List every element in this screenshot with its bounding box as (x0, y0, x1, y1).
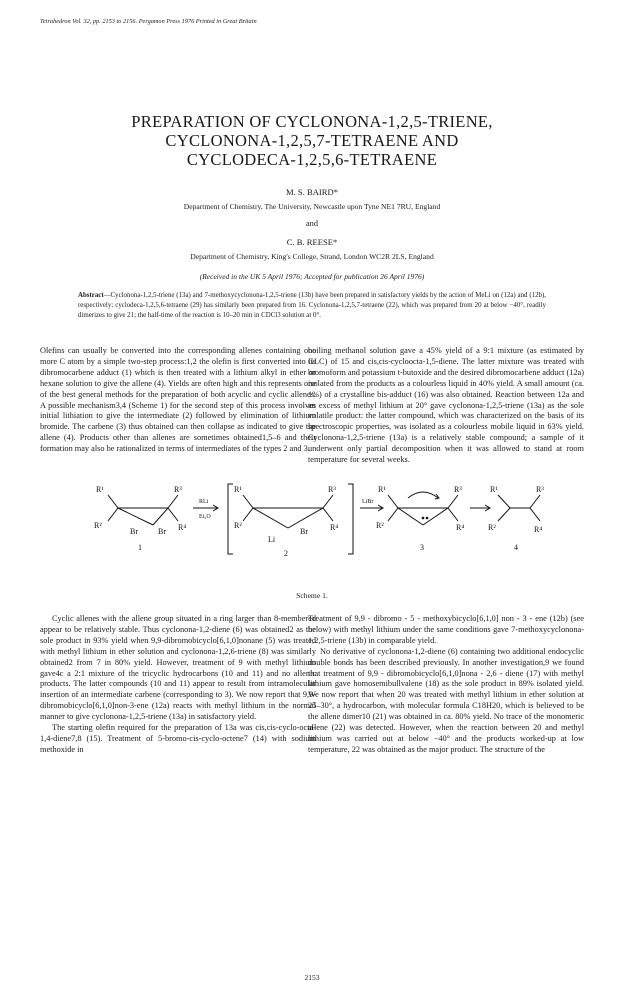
abstract-label: Abstract (78, 292, 104, 299)
r4-label-2: R⁴ (330, 523, 339, 532)
r2-label-2: R² (234, 521, 242, 530)
paragraph: The starting olefin required for the preparation of 13a was cis,cis-cyclo-octa-1,4-diene7,8 (15). Treatment of 5-bromo-cis-cyclo-octene7 (14) with sodium methoxide in (40, 723, 316, 754)
r2-label-1: R² (94, 521, 102, 530)
r4-label-1: R⁴ (178, 523, 187, 532)
r3-label-2: R³ (328, 485, 336, 494)
left-column-top (40, 346, 316, 455)
r2-label-4: R² (488, 523, 496, 532)
title-line-3: CYCLODECA-1,2,5,6-TETRAENE (186, 150, 438, 169)
scheme-caption: Scheme 1. (296, 591, 328, 600)
compound-number-2: 2 (284, 549, 288, 558)
r3-label-3: R³ (454, 485, 462, 494)
r3-label-4: R³ (536, 485, 544, 494)
received-dates: (Received in the UK 5 April 1976; Accepted for publication 26 April 1976) (199, 272, 425, 281)
br-label-1b: Br (158, 527, 166, 536)
reagent-libr: LiBr (362, 499, 374, 505)
right-column-top (308, 346, 584, 466)
left-column-bottom (40, 614, 316, 756)
abstract-text: —Cyclonona-1,2,5-triene (13a) and 7-methoxycyclonona-1,2,5-triene (13b) have been prepared in satisfactory yields by the action of MeLi on (12a) and (12b), respectively; cyclodeca-1,2,5,6-tetraene (29) has similarly been prepared from 16. Cyclonona-1,2,5,7-tetraene (22), which was prepared from 20 at below −40°, readily dimerizes to give 21; the half-time of the reaction is 10–20 min in CDCl3 solution at 0°. (78, 292, 546, 319)
r2-label-3: R² (376, 521, 384, 530)
affiliation-2: Department of Chemistry, King's College, Strand, London WC2R 2LS, England (190, 252, 434, 261)
page-number: 2153 (304, 973, 320, 982)
br-label-1a: Br (130, 527, 138, 536)
paragraph: Cyclic allenes with the allene group situated in a ring larger than 8-membered appear to be relatively stable. Thus cyclonona-1,2-diene (6) was obtained2 as the sole product in 93% yield when 9,9-dibromobicyclo[6,1,0]nonane (5) was treated with methyl lithium in ether solution and cyclonona-1,2,6-triene (8) was similarly obtained2 from 7 in 80% yield. However, treatment of 9 with methyl lithium gave4c a 2:1 mixture of the tricyclic hydrocarbons (10 and 11) and no allenic products. The latter compounds (10 and 11) appear to result from intramolecular insertion of an intermediate carbene (corresponding to 3). We now report that 9,9-dibromobicyclo[6,1,0]non-3-ene (12a) reacts with methyl lithium in the normal manner to give cyclonona-1,2,5-triene (13a) in satisfactory yield. (40, 614, 316, 722)
compound-number-4: 4 (514, 543, 518, 552)
journal-header: Tetrahedron Vol. 32, pp. 2153 to 2156. Pergamon Press 1976 Printed in Great Britain (40, 18, 257, 25)
paragraph: Olefins can usually be converted into the corresponding allenes containing one more C atom by a simple two-step process:1,2 the olefin is first converted into its dibromocarbene adduct (1) which is then treated with a lithium alkyl in ether or hexane solution to give the allene (4). Yields are often high and this represents one of the best general methods for the preparation of both acyclic and cyclic allenes. A possible mechanism3,4 (Scheme 1) for the second step of this process involves initial lithiation to give the intermediate (2) followed by elimination of lithium bromide. The carbene (3) thus obtained can then collapse as indicated to give the allene (4). Products other than allenes are sometimes obtained1,5–6 and their formation may also be rationalized in terms of intermediates of the types 2 and 3. (40, 346, 316, 454)
author-2: C. B. REESE* (286, 237, 338, 247)
reagent-rli: RLi (199, 499, 209, 505)
affiliation-1: Department of Chemistry, The University, Newcastle upon Tyne NE1 7RU, England (183, 202, 441, 211)
r1-label-2: R¹ (234, 485, 242, 494)
r4-label-4: R⁴ (534, 525, 543, 534)
title-line-2: CYCLONONA-1,2,5,7-TETRAENE AND (165, 131, 459, 150)
and-separator: and (306, 219, 318, 228)
right-column-bottom (308, 614, 584, 756)
paragraph: No derivative of cyclonona-1,2-diene (6) containing two additional endocyclic double bonds has been described previously. In another investigation,9 we found that treatment of 9,9 - dibromobicyclo[6,1,0]nona - 2,6 - diene (17) with methyl lithium gave homosemibullvalene (18) as the sole product in 89% isolated yield. We now report that when 20 was treated with methyl lithium in ether solution at 25–30°, a hydrocarbon, with molecular formula C18H20, which is believed to be the allene dimer10 (21) was obtained in ca. 80% yield. No trace of the monomeric allene (22) was detected. However, when the reaction between 20 and methyl lithium was carried out at below −40° and the products worked-up at low temperature, 22 was obtained as the major product. The structure of the (308, 646, 584, 754)
r1-label-1: R¹ (96, 485, 104, 494)
r1-label-3: R¹ (378, 485, 386, 494)
r3-label-1: R³ (174, 485, 182, 494)
abstract (78, 291, 546, 320)
r4-label-3: R⁴ (456, 523, 465, 532)
author-1: M. S. BAIRD* (285, 187, 339, 197)
paragraph: boiling methanol solution gave a 45% yield of a 9:1 mixture (as estimated by GLC) of 15 and cis,cis-cycloocta-1,5-diene. The latter mixture was treated with bromoform and potassium t-butoxide and the desired dibromocarbene adduct (12a) isolated from the products as a colourless liquid in 40% yield. A small amount (ca. 1%) of a crystalline bis-adduct (16) was also obtained. Reaction between 12a and an excess of methyl lithium at 20° gave cyclonona-1,2,5-triene (13a) as the sole volatile product: the latter compound, which was characterized on the basis of its spectroscopic properties, was isolated as a colourless mobile liquid in 63% yield. Cyclonona-1,2,5-triene (13a) is a relatively stable compound; a sample of it underwent only partial decomposition when it was allowed to stand at room temperature for several weeks. (308, 346, 584, 465)
reagent-et2o: Et₂O (199, 514, 211, 520)
r1-label-4: R¹ (490, 485, 498, 494)
li-label-2: Li (268, 535, 276, 544)
br-label-2: Br (300, 527, 308, 536)
title-line-1: PREPARATION OF CYCLONONA-1,2,5-TRIENE, (131, 112, 493, 131)
scheme-1-diagram (78, 470, 546, 590)
paragraph: Treatment of 9,9 - dibromo - 5 - methoxybicyclo[6,1,0] non - 3 - ene (12b) (see below) with methyl lithium under the same conditions gave 7-methoxycyclonona-1,2,5-triene (13b) in comparable yield. (308, 614, 584, 645)
compound-number-3: 3 (420, 543, 424, 552)
article-title (0, 112, 624, 169)
compound-number-1: 1 (138, 543, 142, 552)
